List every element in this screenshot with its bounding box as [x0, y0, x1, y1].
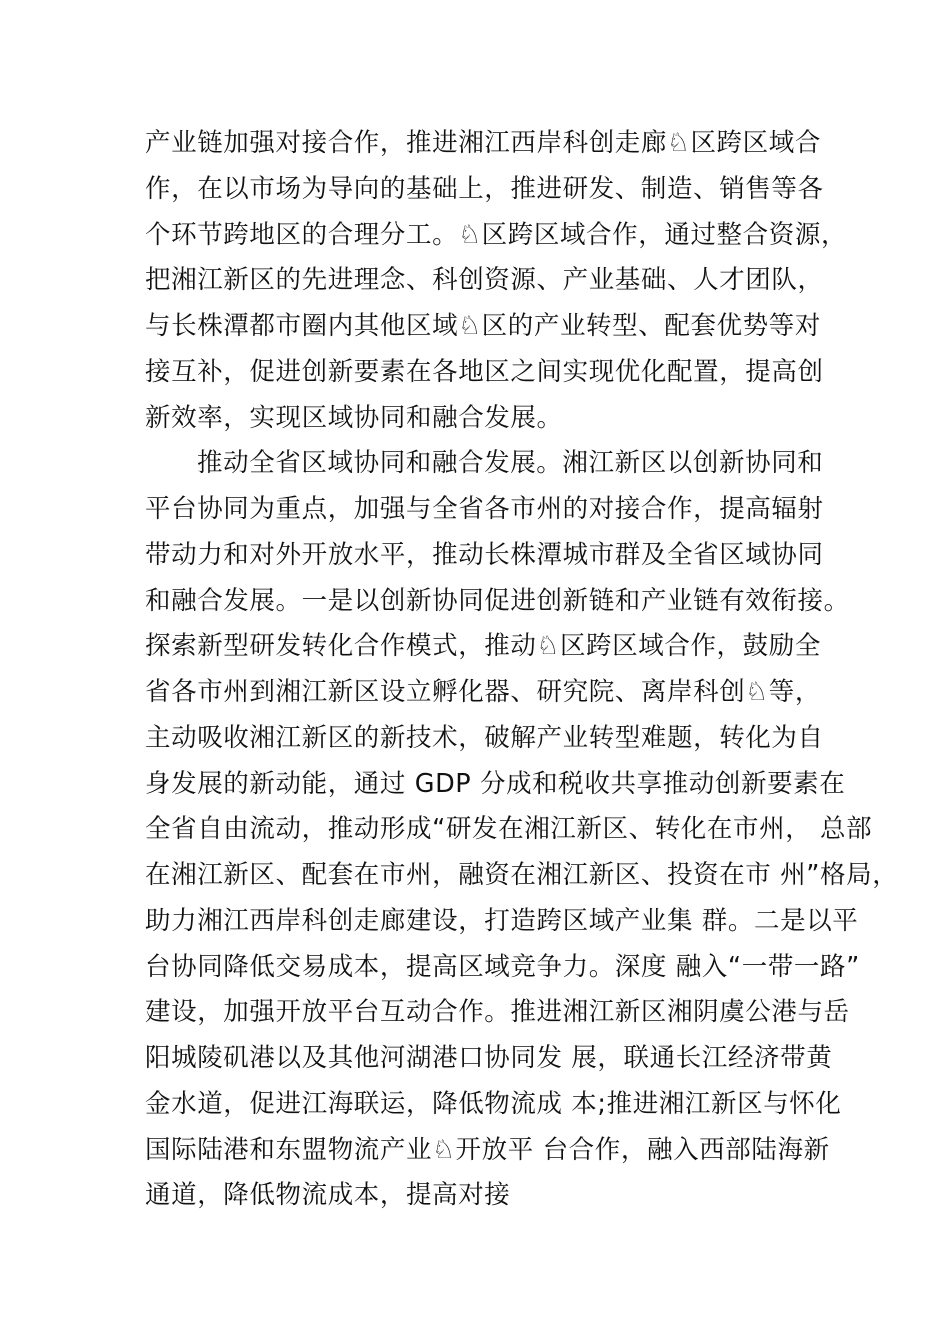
text-line: 和融合发展。一是以创新协同促进创新链和产业链有效衔接。	[145, 585, 850, 616]
text-line: 把湘江新区的先进理念、科创资源、产业基础、人才团队，	[145, 265, 824, 296]
text-line: 全省自由流动，推动形成“研发在湘江新区、转化在市州， 总部	[145, 814, 873, 845]
text-line: 个环节跨地区的合理分工。♘区跨区域合作，通过整合资源，	[145, 219, 848, 250]
text-line: 探索新型研发转化合作模式，推动♘区跨区域合作，鼓励全	[145, 631, 821, 662]
text-line: 与长株潭都市圈内其他区域♘区的产业转型、配套优势等对	[145, 311, 821, 341]
text-line: 接互补，促进创新要素在各地区之间实现优化配置，提高创	[145, 356, 824, 387]
text-line: 带动力和对外开放水平，推动长株潭城市群及全省区域协同	[145, 539, 824, 570]
text-line: 在湘江新区、配套在市州，融资在湘江新区、投资在市 州”格局，	[145, 860, 899, 890]
text-line: 建设，加强开放平台互动合作。推进湘江新区湘阴虞公港与岳	[145, 997, 850, 1028]
text-line: 产业链加强对接合作，推进湘江西岸科创走廊♘区跨区域合	[145, 128, 821, 158]
text-line: 主动吸收湘江新区的新技术，破解产业转型难题，转化为自	[145, 722, 824, 753]
text-line: 台协同降低交易成本，提高区域竞争力。深度 融入“一带一路”	[145, 951, 860, 982]
text-line: 省各市州到湘江新区设立孵化器、研究院、离岸科创♘等，	[145, 677, 821, 707]
text-line: 阳城陵矶港以及其他河湖港口协同发 展，联通长江经济带黄	[145, 1043, 833, 1073]
text-line: 助力湘江西岸科创走廊建设，打造跨区域产业集 群。二是以平	[145, 905, 859, 936]
text-line: 身发展的新动能，通过 GDP 分成和税收共享推动创新要素在	[145, 768, 846, 799]
text-line: 通道，降低物流成本，提高对接	[145, 1180, 511, 1211]
text-line: 推动全省区域协同和融合发展。湘江新区以创新协同和	[197, 448, 824, 479]
text-line: 新效率，实现区域协同和融合发展。	[145, 402, 563, 433]
text-line: 金水道，促进江海联运，降低物流成 本;推进湘江新区与怀化	[145, 1088, 842, 1119]
text-line: 作，在以市场为导向的基础上，推进研发、制造、销售等各	[145, 173, 824, 204]
text-line: 平台协同为重点，加强与全省各市州的对接合作，提高辐射	[145, 494, 824, 524]
text-line: 国际陆港和东盟物流产业♘开放平 台合作，融入西部陆海新	[145, 1134, 830, 1165]
